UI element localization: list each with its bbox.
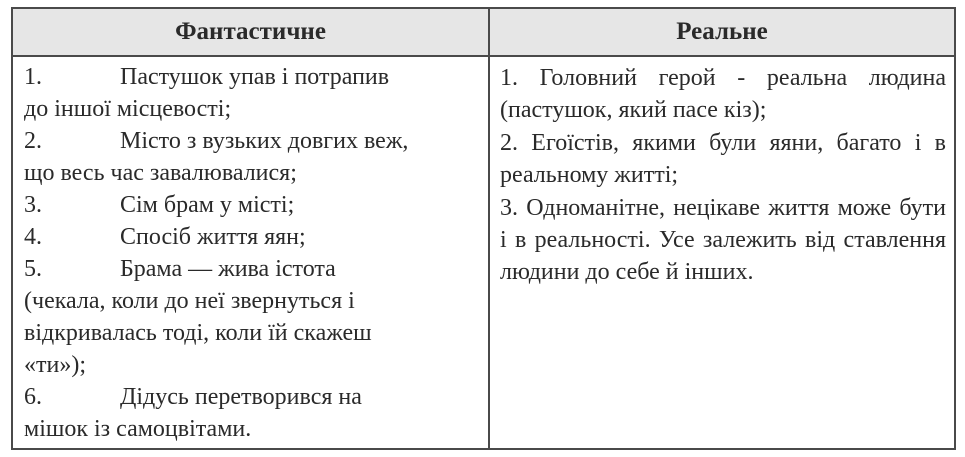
comparison-table — [11, 7, 956, 450]
item-text: Пастушок упав і потрапив — [120, 64, 390, 90]
item-number: 5. — [24, 256, 42, 282]
real-item: 1. Головний герой - реальна людина (пастушок, який пасе кіз); — [500, 65, 946, 123]
real-item: 3. Одноманітне, нецікаве життя може бути і в реальності. Усе залежить від ставлення людини до себе й інших. — [500, 195, 946, 285]
fantastic-item — [24, 125, 482, 157]
item-text-continued: до іншої місцевості; — [24, 96, 232, 122]
fantastic-item — [24, 221, 482, 253]
item-number: 1. — [24, 64, 42, 90]
real-item: 2. Егоїстів, якими були яяни, багато і в реальному житті; — [500, 130, 946, 188]
item-number: 6. — [24, 384, 42, 410]
item-text: Спосіб життя яян; — [120, 224, 306, 250]
item-text: Сім брам у місті; — [120, 192, 295, 218]
fantastic-column — [24, 61, 482, 445]
item-number: 2. — [24, 128, 42, 154]
real-column — [500, 62, 946, 289]
item-text-continued: «ти»); — [24, 352, 86, 378]
item-number: 3. — [24, 192, 42, 218]
column-divider — [488, 9, 490, 448]
item-text-continued: відкривалась тоді, коли їй скажеш — [24, 320, 372, 346]
item-text-continued: мішок із самоцвітами. — [24, 416, 252, 442]
header-fantastic: Фантастичне — [175, 18, 326, 45]
fantastic-item — [24, 61, 482, 93]
fantastic-item — [24, 381, 482, 413]
item-text-continued: що весь час завалювалися; — [24, 160, 297, 186]
fantastic-item — [24, 189, 482, 221]
item-text: Дідусь перетворився на — [120, 384, 362, 410]
item-number: 4. — [24, 224, 42, 250]
table-header-row — [13, 9, 954, 57]
item-text: Брама — жива істота — [120, 256, 336, 282]
item-text-continued: (чекала, коли до неї звернуться і — [24, 288, 355, 314]
fantastic-item — [24, 253, 482, 285]
header-real: Реальне — [676, 18, 768, 45]
item-text: Місто з вузьких довгих веж, — [120, 128, 409, 154]
